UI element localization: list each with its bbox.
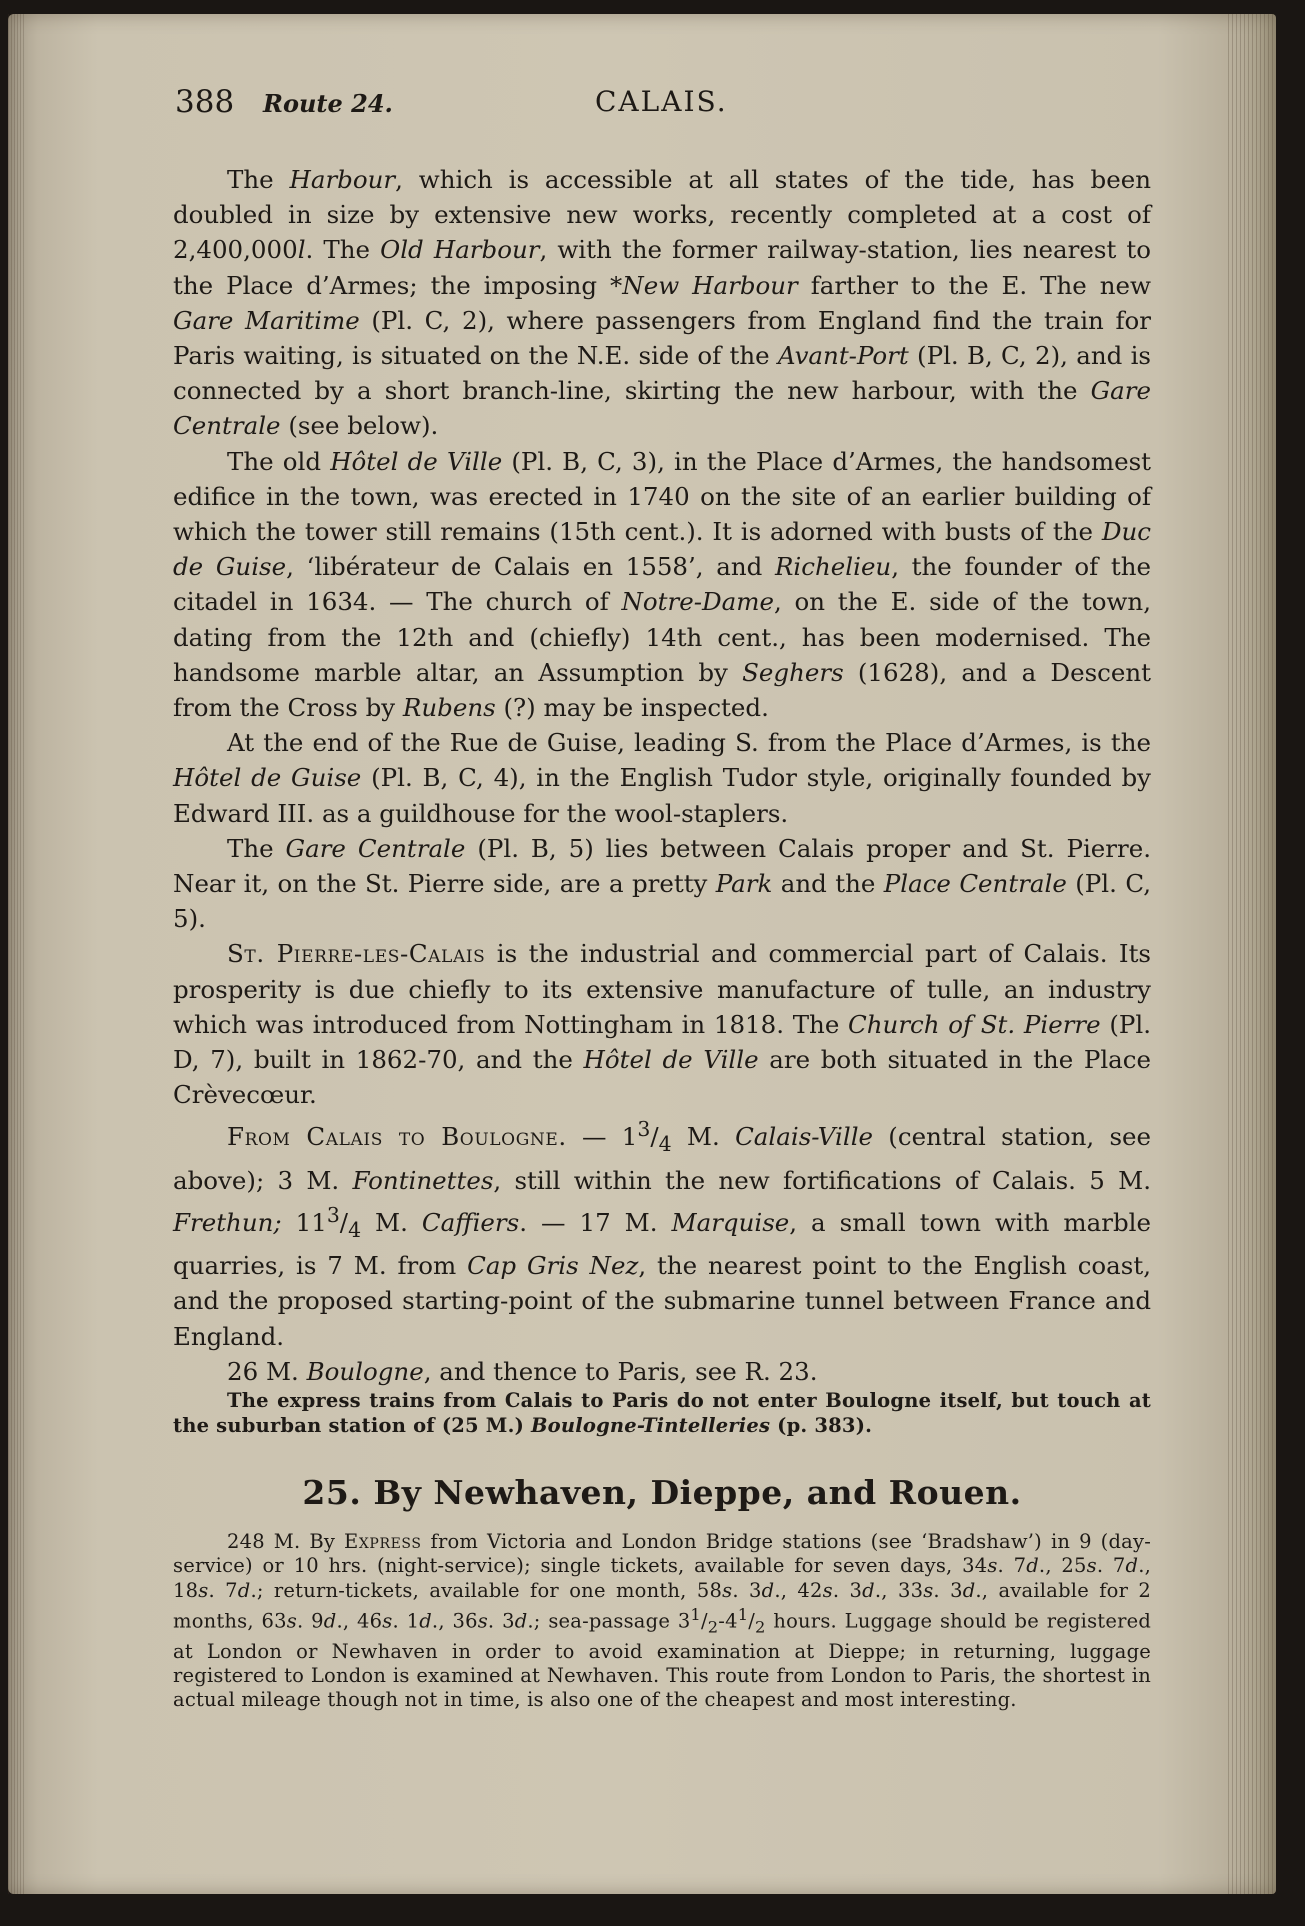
paragraph-harbour: The Harbour, which is accessible at all states of the tide, has been doubled in size by extensive new works, recently completed at a cost of 2,400,000l. The Old Harbour, with the former railway-station, lies nearest to the Place d’Armes; the imposing *New Harbour farther to the E. The new Gare Maritime (Pl. C, 2), where passengers from England find the train for Paris waiting, is situated on the N.E. side of the Avant-Port (Pl. B, C, 2), and is connected by a short branch-line, skirting the new harbour, with the Gare Centrale (see below). (173, 165, 1151, 441)
main-text (173, 162, 1151, 1712)
express-trains-note: The express trains from Calais to Paris do not enter Boulogne itself, but touch at the suburban station of (25 M.) Boulogne-Tintelleries (p. 383). (173, 1389, 1151, 1437)
book-page (8, 14, 1276, 1894)
paragraph-calais-to-boulogne: From Calais to Boulogne. — $1^3/_4$ M. Calais-Ville (central station, see above); 3 M. Fontinettes, still within the new fortifications of Calais. 5 M. Frethun; $11^3/_4$ M. Caffiers. — 17 M. Marquise, a small town with marble quarries, is 7 M. from Cap Gris Nez, the nearest point to the English coast, and the proposed starting-point of the submarine tunnel between France and England. (173, 1117, 1152, 1351)
route-25-heading: 25. By Newhaven, Dieppe, and Rouen. (302, 1473, 1022, 1512)
paragraph-st-pierre: St. Pierre-les-Calais is the industrial and commercial part of Calais. Its prosperity is due chiefly to its extensive manufacture of tulle, an industry which was introduced from Nottingham in 1818. The Church of St. Pierre (Pl. D, 7), built in 1862-70, and the Hôtel de Ville are both situated in the Place Crèvecœur. (173, 939, 1151, 1110)
route-25-description: 248 M. By Express from Victoria and London Bridge stations (see ‘Bradshaw’) in 9 (day-service) or 10 hrs. (night-service); single tickets, available for seven days, 34s. 7d., 25s. 7d., 18s. 7d.; return-tickets, available for one month, 58s. 3d., 42s. 3d., 33s. 3d., available for 2 months, 63s. 9d., 46s. 1d., 36s. 3d.; sea-passage $3^1/_2-4^1/_2$ hours. Luggage should be registered at London or Newhaven in order to avoid examination at Dieppe; in returning, luggage registered to London is examined at Newhaven. This route from London to Paris, the shortest in actual mileage though not in time, is also one of the cheapest and most interesting. (173, 1530, 1152, 1712)
paragraph-hotel-de-guise: At the end of the Rue de Guise, leading S. from the Place d’Armes, is the Hôtel de Guise (Pl. B, C, 4), in the English Tudor style, originally founded by Edward III. as a guildhouse for the wool-staplers. (173, 728, 1152, 828)
page-title: CALAIS. (595, 85, 728, 118)
paragraph-hotel-de-ville: The old Hôtel de Ville (Pl. B, C, 3), in the Place d’Armes, the handsomest edifice in the town, was erected in 1740 on the site of an earlier building of which the tower still remains (15th cent.). It is adorned with busts of the Duc de Guise, ‘libérateur de Calais en 1558’, and Richelieu, the founder of the citadel in 1634. — The church of Notre-Dame, on the E. side of the town, dating from the 12th and (chiefly) 14th cent., has been modernised. The handsome marble altar, an Assumption by Seghers (1628), and a Descent from the Cross by Rubens (?) may be inspected. (173, 446, 1152, 723)
route-label: Route 24. (263, 89, 393, 118)
page-content (165, 72, 1153, 1712)
paragraph-boulogne: 26 M. Boulogne, and thence to Paris, see R. 23. (227, 1356, 818, 1386)
page-right-edge (1228, 14, 1276, 1894)
page-number: 388 (175, 84, 235, 120)
page-left-edge (8, 14, 26, 1894)
paragraph-gare-centrale: The Gare Centrale (Pl. B, 5) lies between Calais proper and St. Pierre. Near it, on the St. Pierre side, are a pretty Park and the Place Centrale (Pl. C, 5). (173, 833, 1151, 934)
running-header (165, 72, 1153, 132)
